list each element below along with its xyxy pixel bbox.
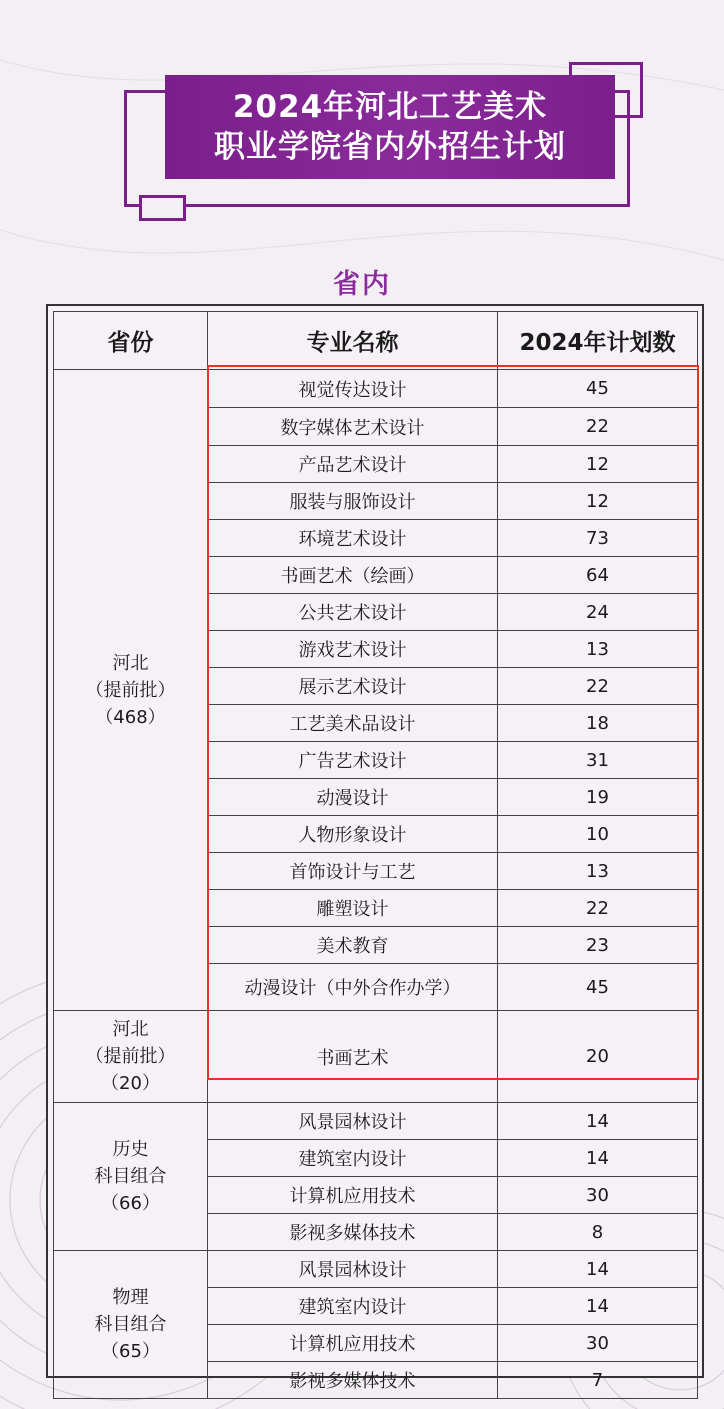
major-cell: 动漫设计（中外合作办学） [208, 964, 498, 1011]
plan-count-cell: 20 [498, 1011, 698, 1103]
major-cell: 风景园林设计 [208, 1103, 498, 1140]
section-label: 省内 [333, 269, 391, 300]
province-line: （65） [101, 1341, 160, 1362]
header-province: 省份 [54, 312, 208, 370]
major-cell: 服装与服饰设计 [208, 483, 498, 520]
major-cell: 建筑室内设计 [208, 1140, 498, 1177]
plan-count-cell: 22 [498, 890, 698, 927]
plan-count-cell: 23 [498, 927, 698, 964]
major-cell: 动漫设计 [208, 779, 498, 816]
major-cell: 雕塑设计 [208, 890, 498, 927]
title-line-2: 职业学院省内外招生计划 [214, 129, 566, 165]
plan-count-cell: 19 [498, 779, 698, 816]
plan-count-cell: 13 [498, 631, 698, 668]
province-line: 河北 [112, 1019, 149, 1040]
plan-count-cell: 12 [498, 446, 698, 483]
table-row [54, 370, 698, 408]
table-body [54, 370, 698, 1399]
major-cell: 建筑室内设计 [208, 1288, 498, 1325]
province-line: （66） [101, 1193, 160, 1214]
major-cell: 环境艺术设计 [208, 520, 498, 557]
province-line: 科目组合 [94, 1166, 167, 1187]
header-plan-count: 2024年计划数 [498, 312, 698, 370]
province-line: （468） [95, 706, 166, 728]
title-banner [165, 75, 615, 179]
major-cell: 工艺美术品设计 [208, 705, 498, 742]
plan-count-cell: 45 [498, 370, 698, 408]
major-cell: 首饰设计与工艺 [208, 853, 498, 890]
major-cell: 人物形象设计 [208, 816, 498, 853]
plan-count-cell: 24 [498, 594, 698, 631]
enrollment-table [53, 311, 698, 1399]
title-frame-tab [139, 195, 186, 221]
plan-count-cell: 13 [498, 853, 698, 890]
province-line: 历史 [112, 1139, 149, 1160]
province-line: （提前批） [85, 679, 176, 701]
plan-count-cell: 7 [498, 1362, 698, 1399]
major-cell: 影视多媒体技术 [208, 1362, 498, 1399]
province-cell [54, 1103, 208, 1251]
province-line: 物理 [112, 1287, 149, 1308]
province-line: 科目组合 [94, 1314, 167, 1335]
plan-count-cell: 45 [498, 964, 698, 1011]
plan-count-cell: 14 [498, 1288, 698, 1325]
major-cell: 美术教育 [208, 927, 498, 964]
major-cell: 数字媒体艺术设计 [208, 408, 498, 446]
major-cell: 影视多媒体技术 [208, 1214, 498, 1251]
province-cell [54, 370, 208, 1011]
plan-count-cell: 14 [498, 1103, 698, 1140]
major-cell: 书画艺术（绘画） [208, 557, 498, 594]
province-line: （提前批） [85, 1046, 176, 1067]
major-cell: 展示艺术设计 [208, 668, 498, 705]
major-cell: 游戏艺术设计 [208, 631, 498, 668]
major-cell: 产品艺术设计 [208, 446, 498, 483]
table-row [54, 1103, 698, 1140]
plan-count-cell: 8 [498, 1214, 698, 1251]
plan-count-cell: 10 [498, 816, 698, 853]
plan-count-cell: 31 [498, 742, 698, 779]
table-header-row [54, 312, 698, 370]
plan-count-cell: 14 [498, 1140, 698, 1177]
plan-count-cell: 22 [498, 408, 698, 446]
major-cell: 计算机应用技术 [208, 1325, 498, 1362]
major-cell: 书画艺术 [208, 1011, 498, 1103]
province-cell [54, 1011, 208, 1103]
plan-count-cell: 22 [498, 668, 698, 705]
plan-count-cell: 30 [498, 1325, 698, 1362]
table-row [54, 1011, 698, 1103]
title-line-1: 2024年河北工艺美术 [232, 89, 548, 125]
plan-count-cell: 12 [498, 483, 698, 520]
plan-count-cell: 30 [498, 1177, 698, 1214]
plan-count-cell: 73 [498, 520, 698, 557]
province-cell [54, 1251, 208, 1399]
major-cell: 风景园林设计 [208, 1251, 498, 1288]
province-line: （20） [101, 1073, 160, 1094]
plan-count-cell: 14 [498, 1251, 698, 1288]
major-cell: 公共艺术设计 [208, 594, 498, 631]
plan-count-cell: 64 [498, 557, 698, 594]
table-row [54, 1251, 698, 1288]
province-line: 河北 [112, 652, 149, 674]
header-major: 专业名称 [208, 312, 498, 370]
major-cell: 计算机应用技术 [208, 1177, 498, 1214]
plan-count-cell: 18 [498, 705, 698, 742]
major-cell: 广告艺术设计 [208, 742, 498, 779]
major-cell: 视觉传达设计 [208, 370, 498, 408]
